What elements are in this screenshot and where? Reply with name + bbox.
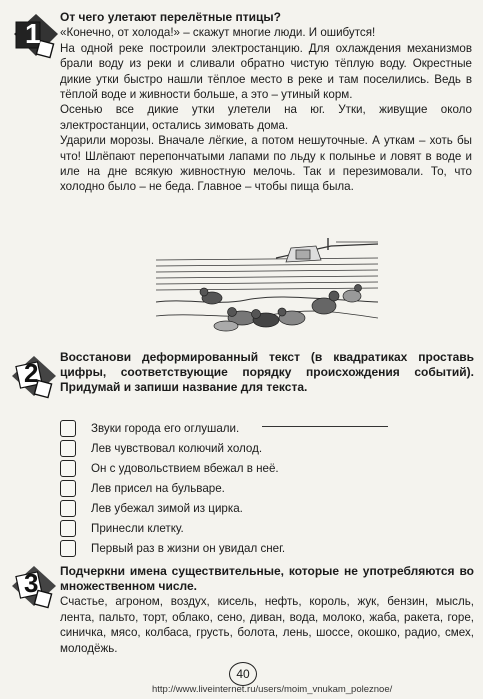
order-number-box[interactable] [60,460,76,477]
event-label: Звуки города его оглушали. [91,422,240,435]
event-label: Лев чувствовал колючий холод. [91,442,263,455]
list-item [60,420,360,438]
task-1-paragraph-4: Ударили морозы. Вначале лёгкие, а потом нешуточные. А уткам – хоть бы что! Шлёпают перепончатыми лапами по льду к полынье и ловят в воде и иле на дне всякую живностную мелочь. Так и перезимовали. То, что холодно было – не беда. Главное – чтобы пища была. [60,134,472,194]
task-1-paragraph-3: Осенью все дикие утки улетели на юг. Утки, живущие около электростанции, остались зимовать дома. [60,103,472,132]
event-label: Лев убежал зимой из цирка. [91,502,243,515]
task-2-number: 2 [24,358,39,388]
list-item [60,460,360,478]
order-number-box[interactable] [60,480,76,497]
ducks-on-ice-illustration [156,236,378,334]
task-1-text [60,10,472,195]
task-3-word-list[interactable]: Счастье, агроном, воздух, кисель, нефть, король, жук, бензин, мысль, лента, пальто, торт, облако, сено, диван, вода, молоко, жаба, ракета, горе, синичка, мясо, колбаса, грусть, болота, лень, шоссе, окошко, радио, смех, молодёжь. [60,595,474,655]
list-item [60,480,360,498]
task-1-number: 1 [25,18,41,49]
list-item [60,440,360,458]
event-label: Он с удовольствием вбежал в неё. [91,462,279,475]
task-3-title: Подчеркни имена существительные, которые не употребляются во множественном числе. [60,564,474,594]
source-url[interactable]: http://www.liveinternet.ru/users/moim_vnukam_poleznoe/ [152,684,393,695]
event-label: Лев присел на бульваре. [91,482,225,495]
order-number-box[interactable] [60,440,76,457]
order-number-box[interactable] [60,540,76,557]
task-1-paragraph-1: «Конечно, от холода!» – скажут многие люди. И ошибутся! [60,26,376,40]
task-1-title: От чего улетают перелётные птицы? [60,10,281,24]
order-number-box[interactable] [60,420,76,437]
order-number-box[interactable] [60,520,76,537]
task-3-badge [12,562,56,608]
task-1-paragraph-2: На одной реке построили электростанцию. Для охлаждения механизмов брали воду из реки и сливали обратно чистую тёплую воду. Окрестные дикие утки быстро нашли тёплое место в реке и там поселились. Ведь в тёплой воде и живности больше, а это – утиный корм. [60,41,472,102]
list-item [60,520,360,538]
task-3-number: 3 [24,568,39,598]
event-label: Принесли клетку. [91,522,184,535]
task-3-text [60,564,474,656]
task-2-title: Восстанови деформированный текст (в квадратиках проставь цифры, соответствующие порядку происхождения событий). Придумай и запиши название для текста. [60,350,474,395]
order-number-box[interactable] [60,500,76,517]
list-item [60,540,360,558]
task-2-badge [12,352,56,398]
task-1-badge [14,12,58,58]
page-number: 40 [229,662,257,686]
event-label: Первый раз в жизни он увидал снег. [91,542,286,555]
list-item [60,500,360,518]
task-2-text [60,350,474,396]
